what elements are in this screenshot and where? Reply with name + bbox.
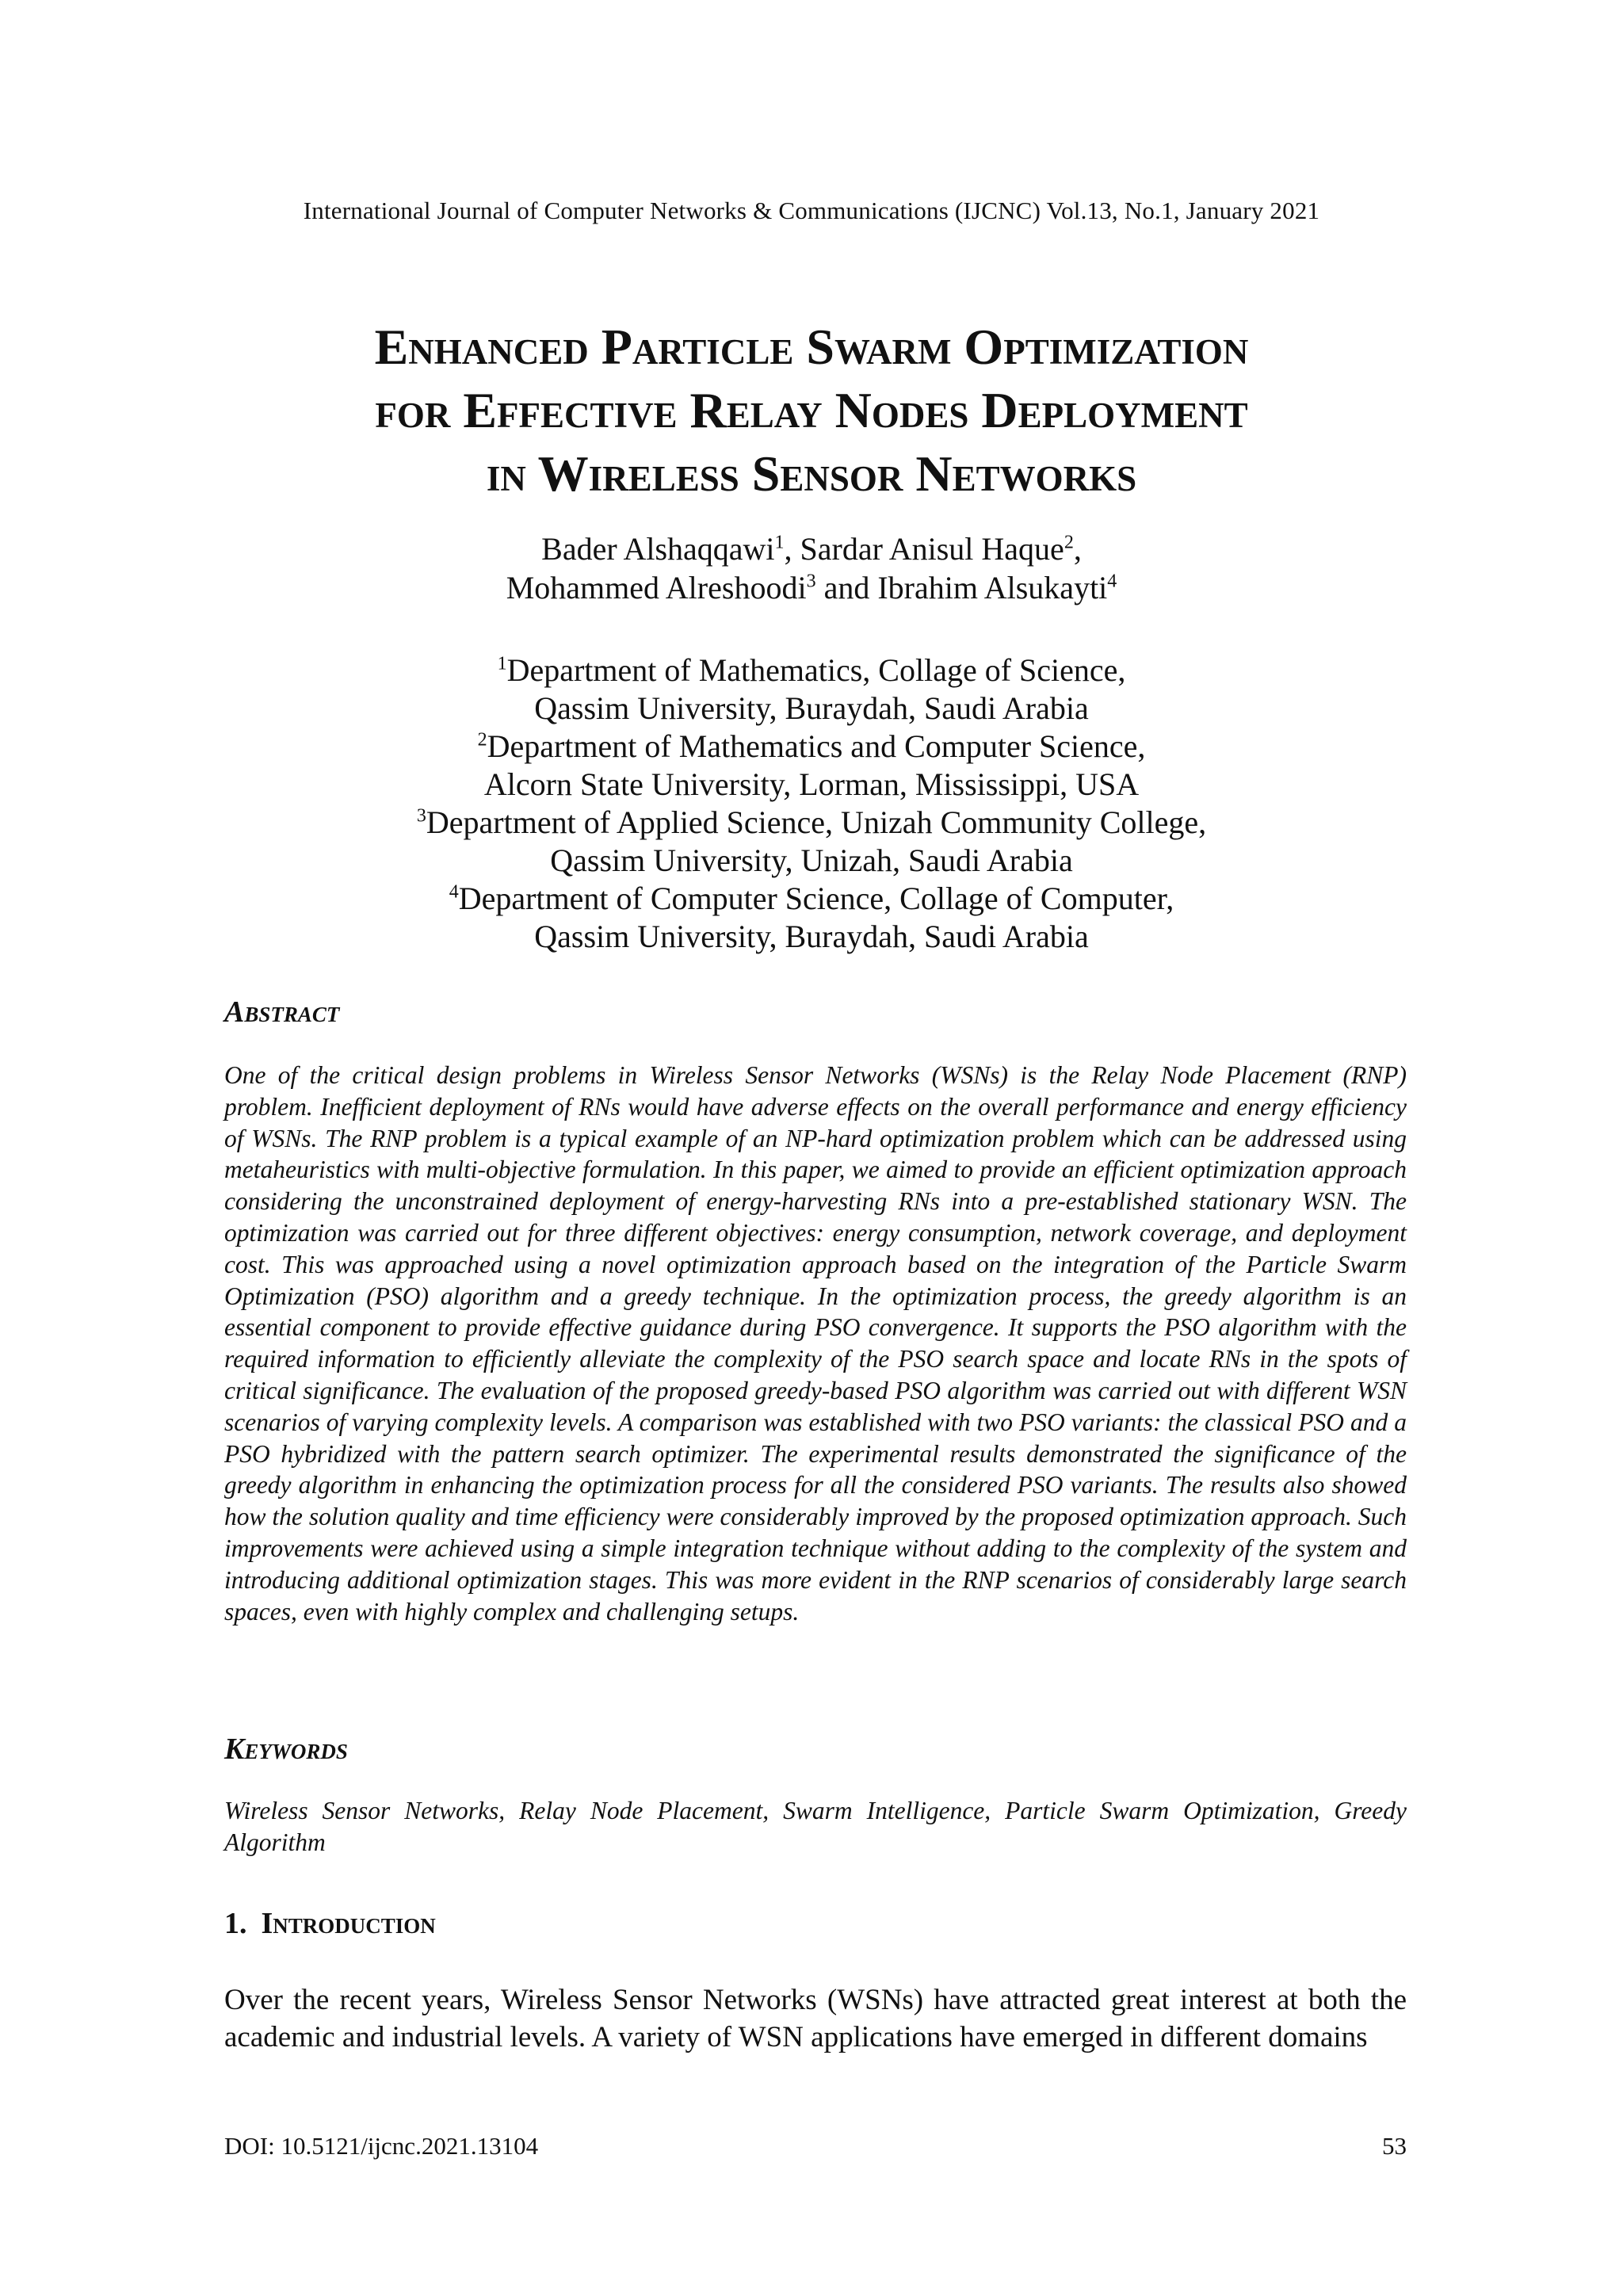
journal-header: International Journal of Computer Networks & Communications (IJCNC) Vol.13, No.1, January 2021	[303, 197, 1320, 224]
author-affiliation-mark: 4	[1107, 571, 1117, 592]
affiliation-line: Alcorn State University, Lorman, Mississippi, USA	[483, 766, 1140, 802]
affiliation-text: Department of Mathematics and Computer Science,	[487, 728, 1146, 764]
affiliation-text: Department of Mathematics, Collage of Science,	[506, 652, 1126, 688]
author-affiliation-mark: 2	[1064, 532, 1074, 553]
page-number: 53	[1382, 2132, 1407, 2160]
affiliation-mark: 2	[477, 729, 487, 751]
abstract-heading: Abstract	[224, 995, 340, 1029]
introduction-heading	[224, 1906, 450, 1941]
affiliation-mark: 1	[497, 653, 507, 674]
affiliation-line	[158, 728, 1465, 766]
affiliation-text: Department of Applied Science, Unizah Community College,	[426, 804, 1207, 840]
keywords-heading: Keywords	[224, 1733, 348, 1766]
affiliation-line	[158, 880, 1465, 918]
title-line: for Effective Relay Nodes Deployment	[375, 382, 1248, 438]
affiliation-line: Qassim University, Unizah, Saudi Arabia	[550, 842, 1073, 878]
author-affiliation-mark: 1	[774, 532, 785, 553]
affiliation-line	[158, 651, 1465, 690]
affiliation-mark: 3	[416, 805, 426, 827]
title-line: in Wireless Sensor Networks	[486, 445, 1137, 502]
footer-doi: DOI: 10.5121/ijcnc.2021.13104	[224, 2132, 539, 2160]
author-name: Mohammed Alreshoodi	[506, 570, 807, 606]
author-name: Sardar Anisul Haque	[800, 531, 1064, 567]
author-name: Bader Alshaqqawi	[541, 531, 775, 567]
author-list	[158, 529, 1465, 607]
affiliation-line: Qassim University, Buraydah, Saudi Arabia	[534, 919, 1089, 954]
abstract-text	[224, 1060, 1407, 1627]
affiliation-list	[158, 651, 1465, 956]
author-affiliation-mark: 3	[806, 571, 816, 592]
paper-title	[158, 315, 1465, 506]
affiliation-line: Qassim University, Buraydah, Saudi Arabia	[534, 690, 1089, 726]
keywords-text: Wireless Sensor Networks, Relay Node Placement, Swarm Intelligence, Particle Swarm Optimization, Greedy Algorithm	[224, 1797, 1407, 1856]
author-separator: ,	[1073, 531, 1082, 567]
author-line	[158, 529, 1465, 568]
introduction-text	[224, 1981, 1407, 2056]
author-name: Ibrahim Alsukayti	[877, 570, 1108, 606]
affiliation-mark: 4	[449, 881, 459, 903]
affiliation-text: Department of Computer Science, Collage of Computer,	[458, 881, 1174, 916]
author-separator: ,	[784, 531, 800, 567]
title-line: Enhanced Particle Swarm Optimization	[374, 319, 1249, 375]
affiliation-line	[158, 804, 1465, 842]
abstract-paragraph: One of the critical design problems in Wireless Sensor Networks (WSNs) is the Relay Node Placement (RNP) problem. Inefficient deployment of RNs would have adverse effects on the overall performance and energy efficiency of WSNs. The RNP problem is a typical example of an NP-hard optimization problem which can be addressed using metaheuristics with multi-objective formulation. In this paper, we aimed to provide an efficient optimization approach considering the unconstrained deployment of energy-harvesting RNs into a pre-established stationary WSN. The optimization was carried out for three different objectives: energy consumption, network coverage, and deployment cost. This was approached using a novel optimization approach based on the integration of the Particle Swarm Optimization (PSO) algorithm and a greedy technique. In the optimization process, the greedy algorithm is an essential component to provide effective guidance during PSO convergence. It supports the PSO algorithm with the required information to efficiently alleviate the complexity of the PSO search space and locate RNs in the spots of critical significance. The evaluation of the proposed greedy-based PSO algorithm was carried out with different WSN scenarios of varying complexity levels. A comparison was established with two PSO variants: the classical PSO and a PSO hybridized with the pattern search optimizer. The experimental results demonstrated the significance of the greedy algorithm in enhancing the optimization process for all the considered PSO variants. The results also showed how the solution quality and time efficiency were considerably improved by the proposed optimization approach. Such improvements were achieved using a simple integration technique without adding to the complexity of the system and introducing additional optimization stages. This was more evident in the RNP scenarios of considerably large search spaces, even with highly complex and challenging setups.	[224, 1061, 1407, 1626]
introduction-paragraph: Over the recent years, Wireless Sensor Networks (WSNs) have attracted great interest at both the academic and industrial levels. A variety of WSN applications have emerged in different domains	[224, 1984, 1407, 2053]
author-line	[158, 568, 1465, 607]
section-number: 1.	[224, 1907, 247, 1940]
section-title: Introduction	[261, 1907, 436, 1940]
author-separator: and	[815, 570, 878, 606]
